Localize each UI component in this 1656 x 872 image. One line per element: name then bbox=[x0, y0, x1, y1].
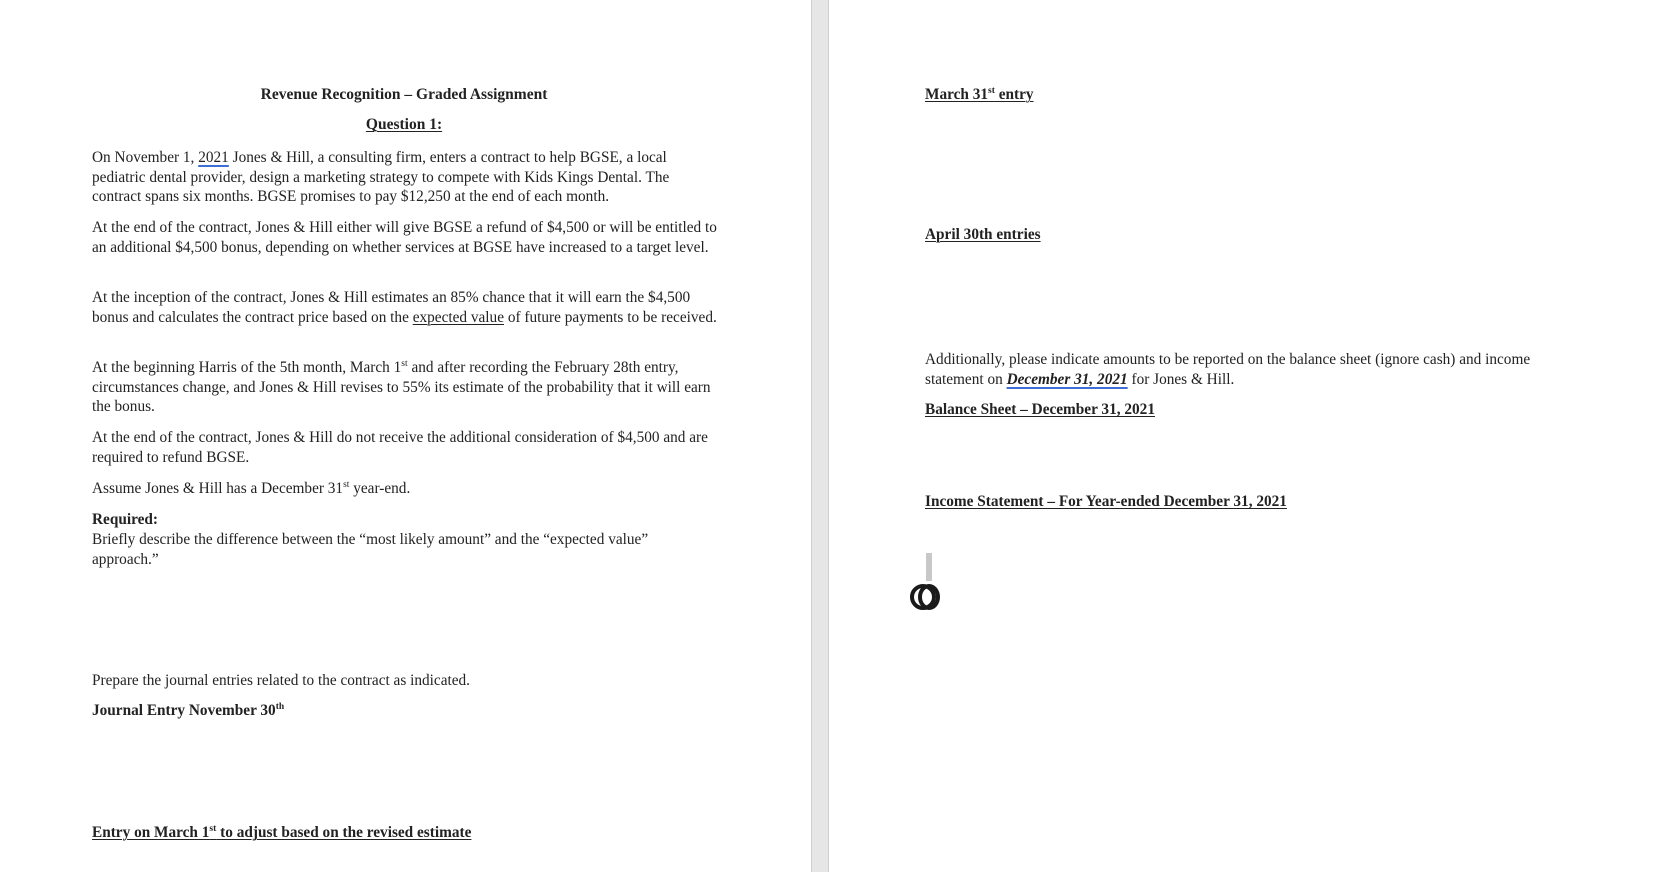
question-heading: Question 1: bbox=[365, 116, 443, 133]
paragraph-refund-required: At the end of the contract, Jones & Hill do not receive the additional consideration of $4,500 and are required to refund BGSE. bbox=[92, 429, 708, 466]
journal-entry-november-heading: Journal Entry November 30th bbox=[92, 701, 285, 719]
paragraph-refund-bonus: At the end of the contract, Jones & Hill either will give BGSE a refund of $4,500 or will be entitled to an additional $4,500 bonus, depending on whether services at BGSE have increased to a target level. bbox=[92, 219, 717, 256]
date-december-31-2021[interactable]: December 31, 2021 bbox=[1006, 370, 1128, 388]
document-page-left[interactable] bbox=[0, 0, 811, 872]
balance-sheet-heading: Balance Sheet – December 31, 2021 bbox=[925, 401, 1155, 418]
required-question: Briefly describe the difference between the “most likely amount” and the “expected value” approach.” bbox=[92, 531, 649, 568]
page-gutter bbox=[811, 0, 829, 872]
paragraph-inception-estimate: At the inception of the contract, Jones & Hill estimates an 85% chance that it will earn the $4,500 bonus and calculates the contract price based on the expected value of future payments to be received. bbox=[92, 289, 717, 326]
text-cursor-bar bbox=[926, 553, 932, 581]
march-31-entry-heading: March 31st entry bbox=[925, 85, 1034, 103]
busy-cursor-icon-ring bbox=[918, 584, 940, 610]
spellcheck-year[interactable]: 2021 bbox=[198, 149, 229, 166]
paragraph-additionally: Additionally, please indicate amounts to be reported on the balance sheet (ignore cash) and income statement on December 31, 2021 for Jones & Hill. bbox=[925, 351, 1531, 388]
document-page-right[interactable] bbox=[829, 0, 1656, 872]
prepare-instruction: Prepare the journal entries related to the contract as indicated. bbox=[92, 672, 471, 689]
paragraph-year-end: Assume Jones & Hill has a December 31st year-end. bbox=[92, 479, 411, 497]
expected-value-underlined: expected value bbox=[412, 308, 504, 326]
paragraph-contract: On November 1, 2021 Jones & Hill, a consulting firm, enters a contract to help BGSE, a local pediatric dental provider, design a marketing strategy to compete with Kids Kings Dental. The contract spans six months. BGSE promises to pay $12,250 at the end of each month. bbox=[92, 149, 670, 205]
entry-march-1-heading: Entry on March 1st to adjust based on the revised estimate bbox=[92, 823, 472, 841]
paragraph-revised-estimate: At the beginning Harris of the 5th month, March 1st and after recording the February 28th entry, circumstances change, and Jones & Hill revises to 55% its estimate of the probability that it will earn the bonus. bbox=[92, 358, 711, 415]
required-label: Required: bbox=[92, 511, 159, 528]
income-statement-heading: Income Statement – For Year-ended December 31, 2021 bbox=[925, 493, 1287, 510]
document-title: Revenue Recognition – Graded Assignment bbox=[260, 86, 548, 103]
april-30-entries-heading: April 30th entries bbox=[925, 226, 1041, 243]
